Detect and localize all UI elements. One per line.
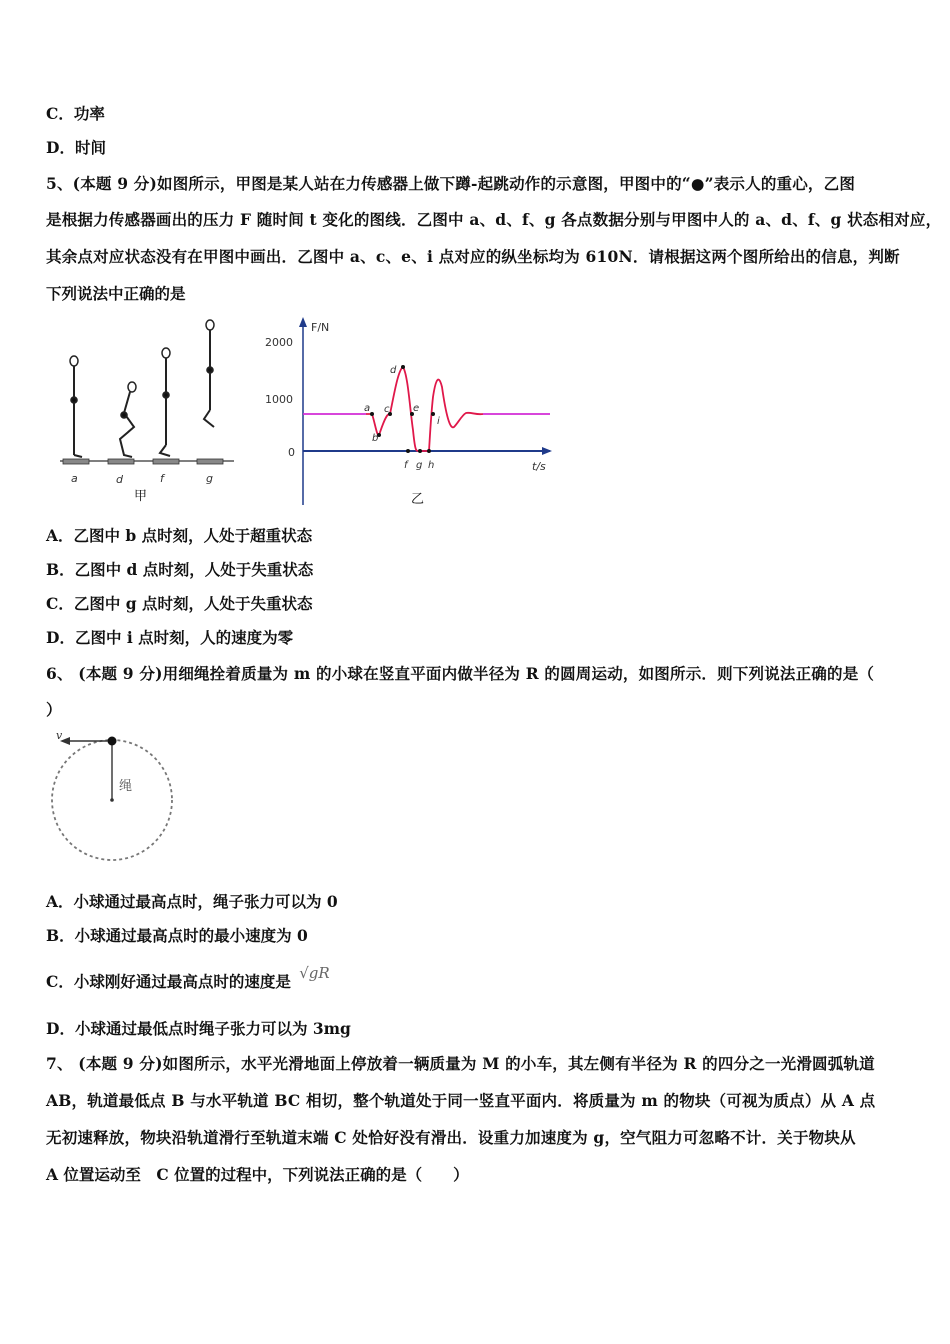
jia-label-f: f: [160, 472, 164, 485]
point-label-g: g: [416, 460, 423, 471]
jia-caption: 甲: [134, 489, 148, 504]
person-a: [70, 356, 82, 457]
q6-option-c-text: C．小球刚好通过最高点时的速度是: [46, 972, 291, 991]
q7-text-line-3: 无初速释放，物块沿轨道滑行至轨道末端 C 处恰好没有滑出．设重力加速度为 g，空气阻力可忽略不计．关于物块从: [46, 1128, 856, 1147]
jia-label-g: g: [206, 472, 213, 485]
q5-option-b[interactable]: B．乙图中 d 点时刻，人处于失重状态: [46, 560, 314, 579]
velocity-label: v: [56, 729, 63, 742]
point-label-d: d: [390, 365, 397, 376]
q7-text-line-2: AB，轨道最低点 B 与水平轨道 BC 相切，整个轨道处于同一竖直平面内．将质量为 m 的物块（可视为质点）从 A 点: [46, 1091, 876, 1110]
point-label-e: e: [413, 403, 420, 414]
q5-text-line-1: 5、(本题 9 分)如图所示，甲图是某人站在力传感器上做下蹲-起跳动作的示意图，甲图中的“●”表示人的重心，乙图: [46, 174, 856, 193]
rope-label: 绳: [119, 779, 133, 794]
sqrt-gR-expression: √gR: [299, 964, 330, 982]
option-d-time: D．时间: [46, 138, 106, 157]
q5-option-d[interactable]: D．乙图中 i 点时刻，人的速度为零: [46, 628, 294, 647]
y-tick-0: 0: [288, 446, 295, 459]
q5-text-line-2: 是根据力传感器画出的压力 F 随时间 t 变化的图线．乙图中 a、d、f、g 各点数据分别与甲图中人的 a、d、f、g 状态相对应，: [46, 210, 942, 229]
person-f: [160, 348, 170, 456]
person-d: [120, 382, 136, 457]
x-axis-label: t/s: [532, 460, 546, 473]
q6-text-line-1: 6、 (本题 9 分)用细绳拴着质量为 m 的小球在竖直平面内做半径为 R 的圆周运动，如图所示．则下列说法正确的是（: [46, 664, 875, 683]
q5-text-line-4: 下列说法中正确的是: [46, 284, 186, 303]
option-c-power: C．功率: [46, 104, 105, 123]
person-g: [204, 320, 214, 427]
point-label-h: h: [428, 460, 435, 471]
jia-label-a: a: [71, 472, 78, 485]
y-tick-2000: 2000: [265, 336, 293, 349]
y-axis-label: F/N: [311, 321, 330, 334]
q6-option-d[interactable]: D．小球通过最低点时绳子张力可以为 3mg: [46, 1019, 351, 1038]
q6-text-line-2: ）: [46, 700, 62, 719]
jia-label-d: d: [116, 473, 123, 486]
q5-option-c[interactable]: C．乙图中 g 点时刻，人处于失重状态: [46, 594, 313, 613]
point-label-c: c: [384, 404, 390, 415]
point-label-a: a: [364, 403, 371, 414]
figure-circle-motion: [48, 728, 183, 868]
ball: [108, 737, 117, 746]
figure-yi-force-graph: [258, 315, 558, 510]
q6-option-c[interactable]: [46, 964, 330, 992]
q6-option-a[interactable]: A．小球通过最高点时，绳子张力可以为 0: [46, 892, 338, 911]
yi-caption: 乙: [411, 492, 425, 507]
q5-text-line-3: 其余点对应状态没有在甲图中画出．乙图中 a、c、e、i 点对应的纵坐标均为 610N．请根据这两个图所给出的信息，判断: [46, 247, 900, 266]
point-label-f: f: [404, 460, 408, 471]
q7-text-line-1: 7、 (本题 9 分)如图所示，水平光滑地面上停放着一辆质量为 M 的小车，其左侧有半径为 R 的四分之一光滑圆弧轨道: [46, 1054, 875, 1073]
figure-jia: [58, 315, 238, 510]
y-tick-1000: 1000: [265, 393, 293, 406]
q7-text-line-4: A 位置运动至 C 位置的过程中，下列说法正确的是（ ）: [46, 1165, 469, 1184]
q6-option-b[interactable]: B．小球通过最高点时的最小速度为 0: [46, 926, 308, 945]
q5-option-a[interactable]: A．乙图中 b 点时刻，人处于超重状态: [46, 526, 313, 545]
point-label-b: b: [372, 433, 379, 444]
point-label-i: i: [437, 416, 440, 427]
